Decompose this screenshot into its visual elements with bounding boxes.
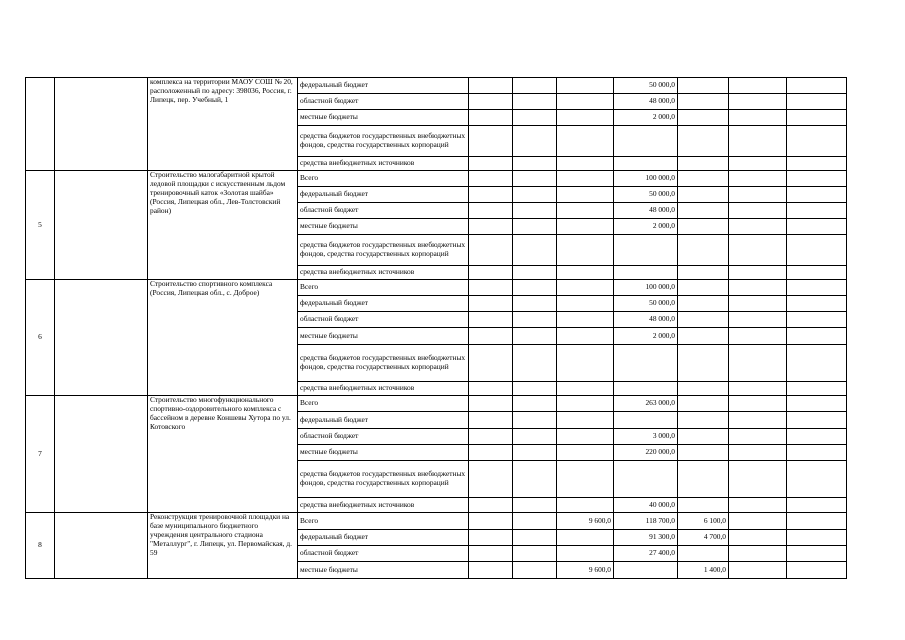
- amount-cell: [729, 187, 787, 203]
- object-name: Строительство малогабаритной крытой ледовой площадки с искусственным льдом тренировочный каток «Золотая шайба» (Россия, Липецкая обл., Лев-Толстовский район): [148, 171, 298, 280]
- amount-cell: [557, 110, 614, 126]
- funding-source: средства внебюджетных источников: [298, 382, 469, 396]
- funding-source: средства внебюджетных источников: [298, 157, 469, 171]
- amount-cell: [787, 445, 847, 461]
- amount-cell: [614, 345, 678, 382]
- amount-cell: [678, 546, 729, 562]
- amount-cell: [557, 498, 614, 513]
- amount-cell: 48 000,0: [614, 312, 678, 328]
- empty-cell: [55, 171, 148, 280]
- amount-cell: 9 600,0: [557, 562, 614, 579]
- amount-cell: [678, 235, 729, 266]
- amount-cell: [469, 187, 513, 203]
- amount-cell: [557, 203, 614, 219]
- amount-cell: [678, 157, 729, 171]
- amount-cell: [469, 530, 513, 546]
- amount-cell: [678, 126, 729, 157]
- amount-cell: [678, 382, 729, 396]
- amount-cell: [557, 296, 614, 312]
- funding-source: федеральный бюджет: [298, 412, 469, 429]
- amount-cell: [469, 235, 513, 266]
- amount-cell: [729, 280, 787, 296]
- amount-cell: [557, 280, 614, 296]
- amount-cell: [557, 328, 614, 345]
- amount-cell: 27 400,0: [614, 546, 678, 562]
- amount-cell: [678, 94, 729, 110]
- amount-cell: [729, 235, 787, 266]
- amount-cell: [469, 546, 513, 562]
- amount-cell: [729, 296, 787, 312]
- funding-source: федеральный бюджет: [298, 530, 469, 546]
- funding-source: местные бюджеты: [298, 328, 469, 345]
- amount-cell: [557, 157, 614, 171]
- funding-source: средства бюджетов государственных внебюджетных фондов, средства государственных корпораций: [298, 461, 469, 498]
- amount-cell: [787, 312, 847, 328]
- amount-cell: [787, 110, 847, 126]
- amount-cell: [678, 219, 729, 235]
- amount-cell: [678, 187, 729, 203]
- amount-cell: [557, 345, 614, 382]
- amount-cell: [787, 345, 847, 382]
- amount-cell: [729, 461, 787, 498]
- row-number: 5: [26, 171, 55, 280]
- amount-cell: [469, 562, 513, 579]
- amount-cell: [557, 171, 614, 187]
- amount-cell: [513, 126, 557, 157]
- amount-cell: [678, 203, 729, 219]
- row-number: [26, 78, 55, 171]
- amount-cell: [787, 382, 847, 396]
- amount-cell: [614, 266, 678, 280]
- amount-cell: [469, 396, 513, 412]
- amount-cell: [513, 219, 557, 235]
- amount-cell: [513, 461, 557, 498]
- amount-cell: [729, 312, 787, 328]
- funding-source: средства бюджетов государственных внебюджетных фондов, средства государственных корпораций: [298, 345, 469, 382]
- amount-cell: 48 000,0: [614, 94, 678, 110]
- amount-cell: [729, 328, 787, 345]
- amount-cell: [557, 219, 614, 235]
- funding-source: средства внебюджетных источников: [298, 266, 469, 280]
- amount-cell: [787, 157, 847, 171]
- amount-cell: [469, 266, 513, 280]
- amount-cell: [557, 235, 614, 266]
- amount-cell: [469, 78, 513, 94]
- amount-cell: 40 000,0: [614, 498, 678, 513]
- amount-cell: [729, 203, 787, 219]
- amount-cell: [557, 266, 614, 280]
- amount-cell: [729, 110, 787, 126]
- amount-cell: [513, 266, 557, 280]
- amount-cell: [729, 157, 787, 171]
- empty-cell: [55, 396, 148, 513]
- amount-cell: [513, 382, 557, 396]
- amount-cell: 220 000,0: [614, 445, 678, 461]
- amount-cell: [557, 126, 614, 157]
- amount-cell: [513, 530, 557, 546]
- amount-cell: 50 000,0: [614, 296, 678, 312]
- amount-cell: [729, 546, 787, 562]
- amount-cell: [469, 328, 513, 345]
- amount-cell: [469, 382, 513, 396]
- amount-cell: 50 000,0: [614, 187, 678, 203]
- amount-cell: [513, 203, 557, 219]
- amount-cell: [557, 312, 614, 328]
- amount-cell: [729, 396, 787, 412]
- amount-cell: [787, 546, 847, 562]
- amount-cell: 2 000,0: [614, 219, 678, 235]
- amount-cell: [469, 94, 513, 110]
- amount-cell: [469, 498, 513, 513]
- amount-cell: [729, 78, 787, 94]
- funding-source: областной бюджет: [298, 94, 469, 110]
- amount-cell: [787, 562, 847, 579]
- amount-cell: [469, 312, 513, 328]
- amount-cell: [513, 280, 557, 296]
- amount-cell: [787, 396, 847, 412]
- row-number: 6: [26, 280, 55, 396]
- funding-source: местные бюджеты: [298, 562, 469, 579]
- amount-cell: 50 000,0: [614, 78, 678, 94]
- amount-cell: [513, 94, 557, 110]
- object-name: комплекса на территории МАОУ СОШ № 20, расположенный по адресу: 398036, Россия, г. Липецк, пер. Учебный, 1: [148, 78, 298, 171]
- amount-cell: [787, 328, 847, 345]
- amount-cell: [469, 110, 513, 126]
- amount-cell: [469, 513, 513, 530]
- empty-cell: [55, 78, 148, 171]
- funding-source: областной бюджет: [298, 203, 469, 219]
- amount-cell: 263 000,0: [614, 396, 678, 412]
- amount-cell: [513, 445, 557, 461]
- amount-cell: 118 700,0: [614, 513, 678, 530]
- amount-cell: [557, 187, 614, 203]
- amount-cell: [787, 219, 847, 235]
- empty-cell: [55, 280, 148, 396]
- table-row: [26, 280, 847, 296]
- amount-cell: [787, 412, 847, 429]
- amount-cell: [787, 94, 847, 110]
- amount-cell: 6 100,0: [678, 513, 729, 530]
- amount-cell: [513, 157, 557, 171]
- amount-cell: [729, 445, 787, 461]
- amount-cell: [557, 546, 614, 562]
- amount-cell: [678, 412, 729, 429]
- row-number: 8: [26, 513, 55, 579]
- table-row: [26, 78, 847, 94]
- empty-cell: [55, 513, 148, 579]
- amount-cell: [614, 157, 678, 171]
- amount-cell: [469, 445, 513, 461]
- amount-cell: [513, 345, 557, 382]
- amount-cell: [678, 280, 729, 296]
- amount-cell: [678, 296, 729, 312]
- amount-cell: [787, 513, 847, 530]
- amount-cell: [678, 429, 729, 445]
- amount-cell: [678, 445, 729, 461]
- amount-cell: [513, 513, 557, 530]
- amount-cell: [729, 345, 787, 382]
- funding-source: средства бюджетов государственных внебюджетных фондов, средства государственных корпораций: [298, 126, 469, 157]
- amount-cell: [787, 296, 847, 312]
- amount-cell: [614, 126, 678, 157]
- object-name: Строительство многофункционального спортивно-оздоровительного комплекса с бассейном в деревне Коншевы Хутора по ул. Котовского: [148, 396, 298, 513]
- amount-cell: [787, 461, 847, 498]
- amount-cell: [513, 110, 557, 126]
- amount-cell: [787, 187, 847, 203]
- amount-cell: [678, 461, 729, 498]
- amount-cell: [678, 312, 729, 328]
- funding-source: местные бюджеты: [298, 219, 469, 235]
- amount-cell: [557, 78, 614, 94]
- amount-cell: [557, 445, 614, 461]
- amount-cell: [513, 187, 557, 203]
- table-row: [26, 171, 847, 187]
- amount-cell: [469, 296, 513, 312]
- amount-cell: [614, 235, 678, 266]
- amount-cell: 48 000,0: [614, 203, 678, 219]
- amount-cell: [729, 530, 787, 546]
- amount-cell: 2 000,0: [614, 328, 678, 345]
- amount-cell: [678, 328, 729, 345]
- amount-cell: [469, 429, 513, 445]
- object-name: Строительство спортивного комплекса (Россия, Липецкая обл., с. Доброе): [148, 280, 298, 396]
- amount-cell: [787, 498, 847, 513]
- amount-cell: [787, 203, 847, 219]
- funding-source: средства внебюджетных источников: [298, 498, 469, 513]
- amount-cell: [469, 219, 513, 235]
- amount-cell: [469, 171, 513, 187]
- amount-cell: [469, 280, 513, 296]
- amount-cell: [729, 94, 787, 110]
- amount-cell: 100 000,0: [614, 171, 678, 187]
- funding-source: местные бюджеты: [298, 110, 469, 126]
- funding-source: федеральный бюджет: [298, 296, 469, 312]
- amount-cell: [614, 461, 678, 498]
- amount-cell: [729, 382, 787, 396]
- amount-cell: [557, 396, 614, 412]
- amount-cell: [513, 396, 557, 412]
- budget-table: [25, 77, 847, 579]
- object-name: Реконструкция тренировочной площадки на базе муниципального бюджетного учреждения центрального стадиона "Металлург", г. Липецк, ул. Первомайская, д. 59: [148, 513, 298, 579]
- amount-cell: [614, 382, 678, 396]
- funding-source: федеральный бюджет: [298, 78, 469, 94]
- amount-cell: [469, 126, 513, 157]
- amount-cell: 9 600,0: [557, 513, 614, 530]
- funding-source: областной бюджет: [298, 546, 469, 562]
- funding-source: средства бюджетов государственных внебюджетных фондов, средства государственных корпораций: [298, 235, 469, 266]
- amount-cell: [513, 78, 557, 94]
- amount-cell: 2 000,0: [614, 110, 678, 126]
- amount-cell: [557, 429, 614, 445]
- funding-source: областной бюджет: [298, 429, 469, 445]
- amount-cell: [513, 296, 557, 312]
- amount-cell: [469, 412, 513, 429]
- funding-source: Всего: [298, 171, 469, 187]
- amount-cell: [787, 280, 847, 296]
- amount-cell: 3 000,0: [614, 429, 678, 445]
- table-row: [26, 396, 847, 412]
- amount-cell: [729, 562, 787, 579]
- funding-source: областной бюджет: [298, 312, 469, 328]
- amount-cell: [469, 203, 513, 219]
- amount-cell: [678, 266, 729, 280]
- amount-cell: [513, 562, 557, 579]
- amount-cell: [513, 235, 557, 266]
- amount-cell: 4 700,0: [678, 530, 729, 546]
- amount-cell: [557, 412, 614, 429]
- amount-cell: 1 400,0: [678, 562, 729, 579]
- amount-cell: [787, 429, 847, 445]
- amount-cell: [513, 171, 557, 187]
- amount-cell: [787, 266, 847, 280]
- amount-cell: [787, 126, 847, 157]
- funding-source: местные бюджеты: [298, 445, 469, 461]
- funding-source: Всего: [298, 396, 469, 412]
- funding-source: Всего: [298, 513, 469, 530]
- amount-cell: [614, 412, 678, 429]
- amount-cell: [513, 312, 557, 328]
- amount-cell: [729, 412, 787, 429]
- amount-cell: [729, 171, 787, 187]
- amount-cell: 91 300,0: [614, 530, 678, 546]
- amount-cell: [729, 429, 787, 445]
- amount-cell: [678, 78, 729, 94]
- amount-cell: [614, 562, 678, 579]
- amount-cell: [513, 429, 557, 445]
- amount-cell: [787, 530, 847, 546]
- amount-cell: [787, 171, 847, 187]
- amount-cell: [729, 219, 787, 235]
- amount-cell: [557, 94, 614, 110]
- amount-cell: [513, 546, 557, 562]
- amount-cell: [787, 235, 847, 266]
- amount-cell: [729, 126, 787, 157]
- amount-cell: [469, 345, 513, 382]
- row-number: 7: [26, 396, 55, 513]
- amount-cell: [678, 498, 729, 513]
- amount-cell: [678, 345, 729, 382]
- amount-cell: [678, 110, 729, 126]
- amount-cell: [678, 171, 729, 187]
- funding-source: Всего: [298, 280, 469, 296]
- amount-cell: [513, 498, 557, 513]
- funding-source: федеральный бюджет: [298, 187, 469, 203]
- amount-cell: [557, 530, 614, 546]
- amount-cell: [513, 412, 557, 429]
- amount-cell: [678, 396, 729, 412]
- amount-cell: [557, 382, 614, 396]
- amount-cell: [729, 498, 787, 513]
- amount-cell: [469, 157, 513, 171]
- amount-cell: [729, 266, 787, 280]
- table-row: [26, 513, 847, 530]
- amount-cell: [469, 461, 513, 498]
- amount-cell: [557, 461, 614, 498]
- amount-cell: [787, 78, 847, 94]
- amount-cell: [513, 328, 557, 345]
- amount-cell: [729, 513, 787, 530]
- amount-cell: 100 000,0: [614, 280, 678, 296]
